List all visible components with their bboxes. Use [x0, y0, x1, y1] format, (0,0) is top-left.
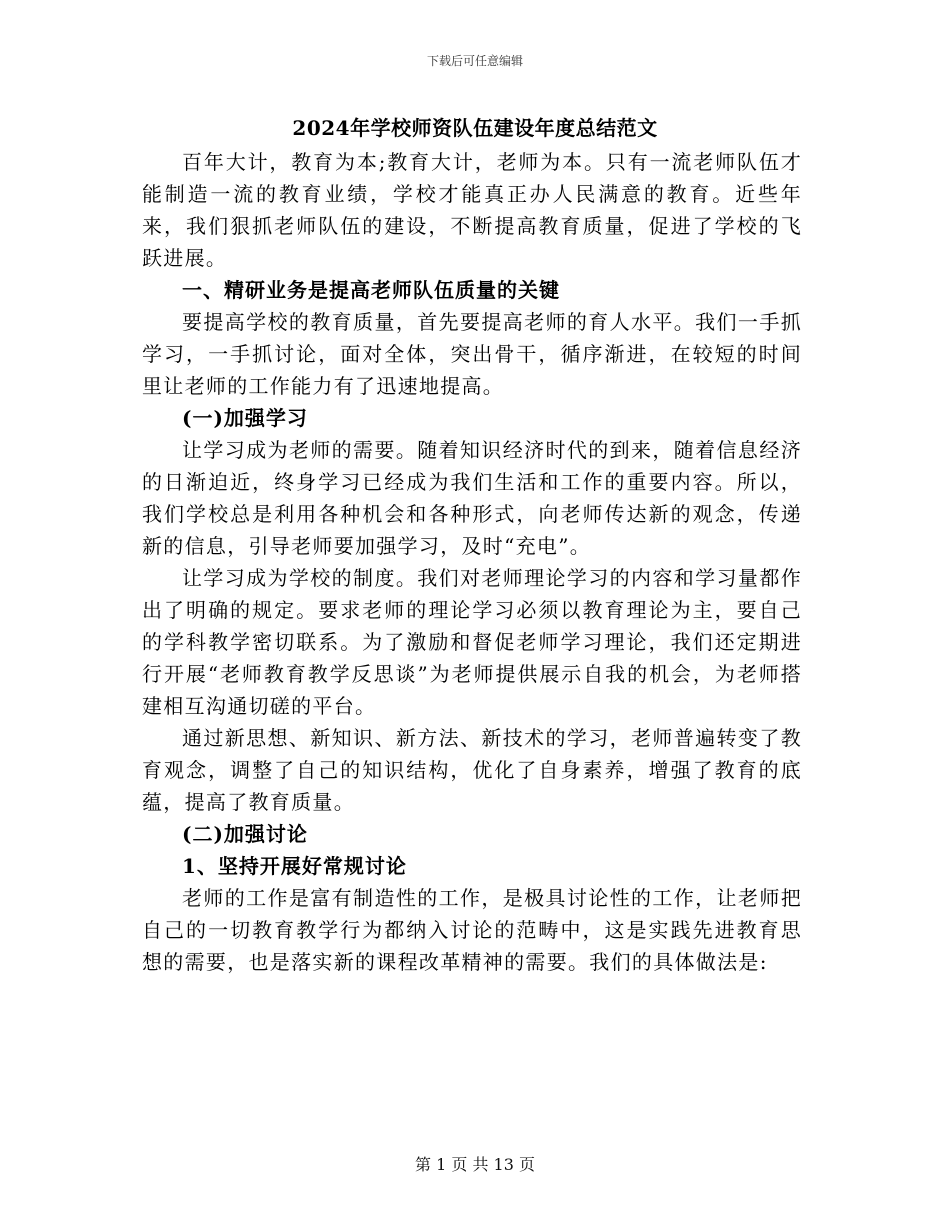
body-paragraph: 要提高学校的教育质量，首先要提高老师的育人水平。我们一手抓学习，一手抓讨论，面对全体，突出骨干，循序渐进，在较短的时间里让老师的工作能力有了迅速地提高。: [142, 310, 802, 398]
item-heading: 1、坚持开展好常规讨论: [182, 854, 407, 878]
section-heading: 一、精研业务是提高老师队伍质量的关键: [182, 278, 560, 302]
body-paragraph: 让学习成为学校的制度。我们对老师理论学习的内容和学习量都作出了明确的规定。要求老师的理论学习必须以教育理论为主，要自己的学科教学密切联系。为了激励和督促老师学习理论，我们还定期进行开展“老师教育教学反思谈”为老师提供展示自我的机会，为老师搭建相互沟通切磋的平台。: [142, 566, 802, 718]
body-paragraph: 让学习成为老师的需要。随着知识经济时代的到来，随着信息经济的日渐迫近，终身学习已经成为我们生活和工作的重要内容。所以，我们学校总是利用各种机会和各种形式，向老师传达新的观念，传递新的信息，引导老师要加强学习，及时“充电”。: [142, 438, 802, 558]
header-note: 下载后可任意编辑: [426, 54, 523, 68]
page-number: 第 1 页 共 13 页: [415, 1155, 535, 1174]
subsection-heading: (二)加强讨论: [182, 822, 308, 846]
body-paragraph: 百年大计，教育为本;教育大计，老师为本。只有一流老师队伍才能制造一流的教育业绩，学校才能真正办人民满意的教育。近些年来，我们狠抓老师队伍的建设，不断提高教育质量，促进了学校的飞跃进展。: [142, 150, 802, 270]
body-paragraph: 通过新思想、新知识、新方法、新技术的学习，老师普遍转变了教育观念，调整了自己的知识结构，优化了自身素养，增强了教育的底蕴，提高了教育质量。: [142, 726, 802, 814]
document-title: 2024年学校师资队伍建设年度总结范文: [292, 116, 658, 140]
subsection-heading: (一)加强学习: [182, 406, 308, 430]
body-paragraph: 老师的工作是富有制造性的工作，是极具讨论性的工作，让老师把自己的一切教育教学行为都纳入讨论的范畴中，这是实践先进教育思想的需要，也是落实新的课程改革精神的需要。我们的具体做法是:: [142, 886, 802, 974]
document-body: [142, 146, 802, 978]
